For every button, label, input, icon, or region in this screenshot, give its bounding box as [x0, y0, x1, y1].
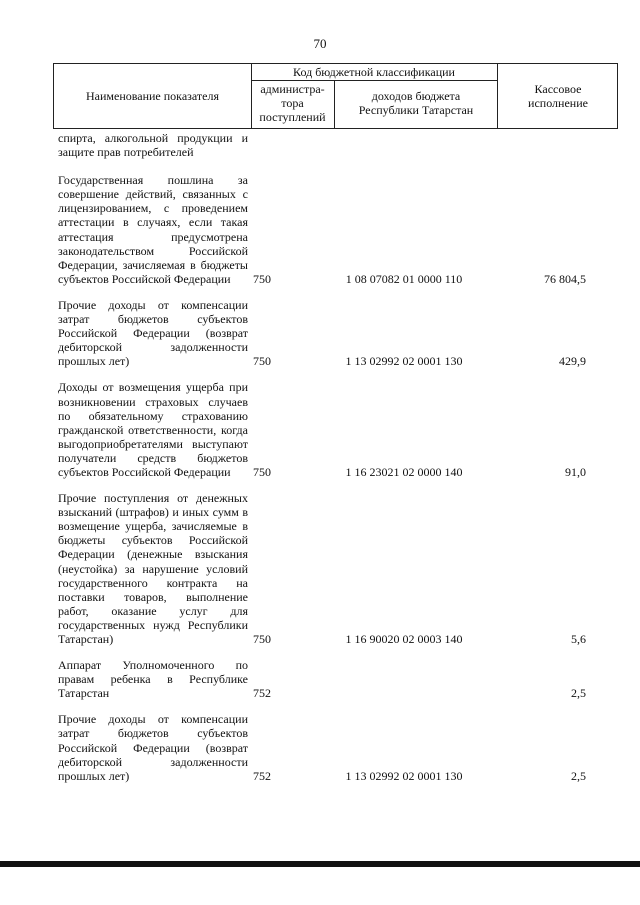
row-name: Аппарат Уполномоченного по правам ребенка в Республике Татарстан — [58, 658, 248, 701]
table-row — [58, 298, 598, 368]
row-name: Государственная пошлина за совершение действий, связанных с лицензированием, с проведением аттестации в случаях, если такая аттестация предусмотрена законодательством Российской Федерации, зачисляемая в бюджеты субъектов Российской Федерации — [58, 173, 248, 286]
row-name: Прочие поступления от денежных взысканий (штрафов) и иных сумм в возмещение ущерба, зачисляемые в бюджеты субъектов Российской Федерации (денежные взыскания (неустойка) за нарушение условий государственного контракта на поставки товаров, выполнение работ, оказание услуг для государственных нужд Республики Татарстан) — [58, 491, 248, 646]
row-amount: 2,5 — [571, 768, 586, 783]
table-row — [58, 131, 598, 159]
row-amount: 91,0 — [565, 465, 586, 480]
column-header-amount: Кассовое исполнение — [528, 82, 588, 110]
row-admin-code: 750 — [253, 354, 271, 369]
row-income-code: 1 13 02992 02 0001 130 — [345, 768, 463, 783]
table-body — [58, 131, 598, 795]
table-row — [58, 712, 598, 782]
table-row — [58, 173, 598, 286]
row-income-code: 1 13 02992 02 0001 130 — [345, 354, 463, 369]
table-row — [58, 380, 598, 479]
row-name: Доходы от возмещения ущерба при возникновении страховых случаев по обязательному страхованию гражданской ответственности, когда выгодоприобретателями выступают получатели средств бюджетов субъектов Российской Федерации — [58, 380, 248, 479]
row-income-code: 1 16 23021 02 0000 140 — [345, 465, 463, 480]
table-row — [58, 658, 598, 700]
table-header — [53, 63, 618, 129]
row-amount: 429,9 — [559, 354, 586, 369]
row-amount: 5,6 — [571, 632, 586, 647]
column-header-administrator: администра- тора поступлений — [259, 82, 326, 124]
row-name: Прочие доходы от компенсации затрат бюджетов субъектов Российской Федерации (возврат дебиторской задолженности прошлых лет) — [58, 297, 248, 369]
row-amount: 2,5 — [571, 686, 586, 701]
row-admin-code: 752 — [253, 686, 271, 701]
row-name: Прочие доходы от компенсации затрат бюджетов субъектов Российской Федерации (возврат дебиторской задолженности прошлых лет) — [58, 712, 248, 783]
row-admin-code: 750 — [253, 465, 271, 480]
table-row — [58, 491, 598, 646]
row-admin-code: 750 — [253, 632, 271, 647]
row-name: спирта, алкогольной продукции и защите прав потребителей — [58, 131, 248, 160]
row-admin-code: 752 — [253, 768, 271, 783]
row-admin-code: 750 — [253, 271, 271, 286]
page-bottom-rule — [0, 861, 640, 867]
column-header-name: Наименование показателя — [86, 89, 219, 103]
row-amount: 76 804,5 — [544, 271, 586, 286]
header-divider — [251, 80, 497, 81]
column-header-classification: Код бюджетной классификации — [293, 65, 455, 79]
row-income-code: 1 08 07082 01 0000 110 — [345, 271, 463, 286]
column-header-income-code: доходов бюджета Республики Татарстан — [358, 89, 474, 117]
page-number: 70 — [313, 36, 327, 51]
row-income-code: 1 16 90020 02 0003 140 — [345, 632, 463, 647]
